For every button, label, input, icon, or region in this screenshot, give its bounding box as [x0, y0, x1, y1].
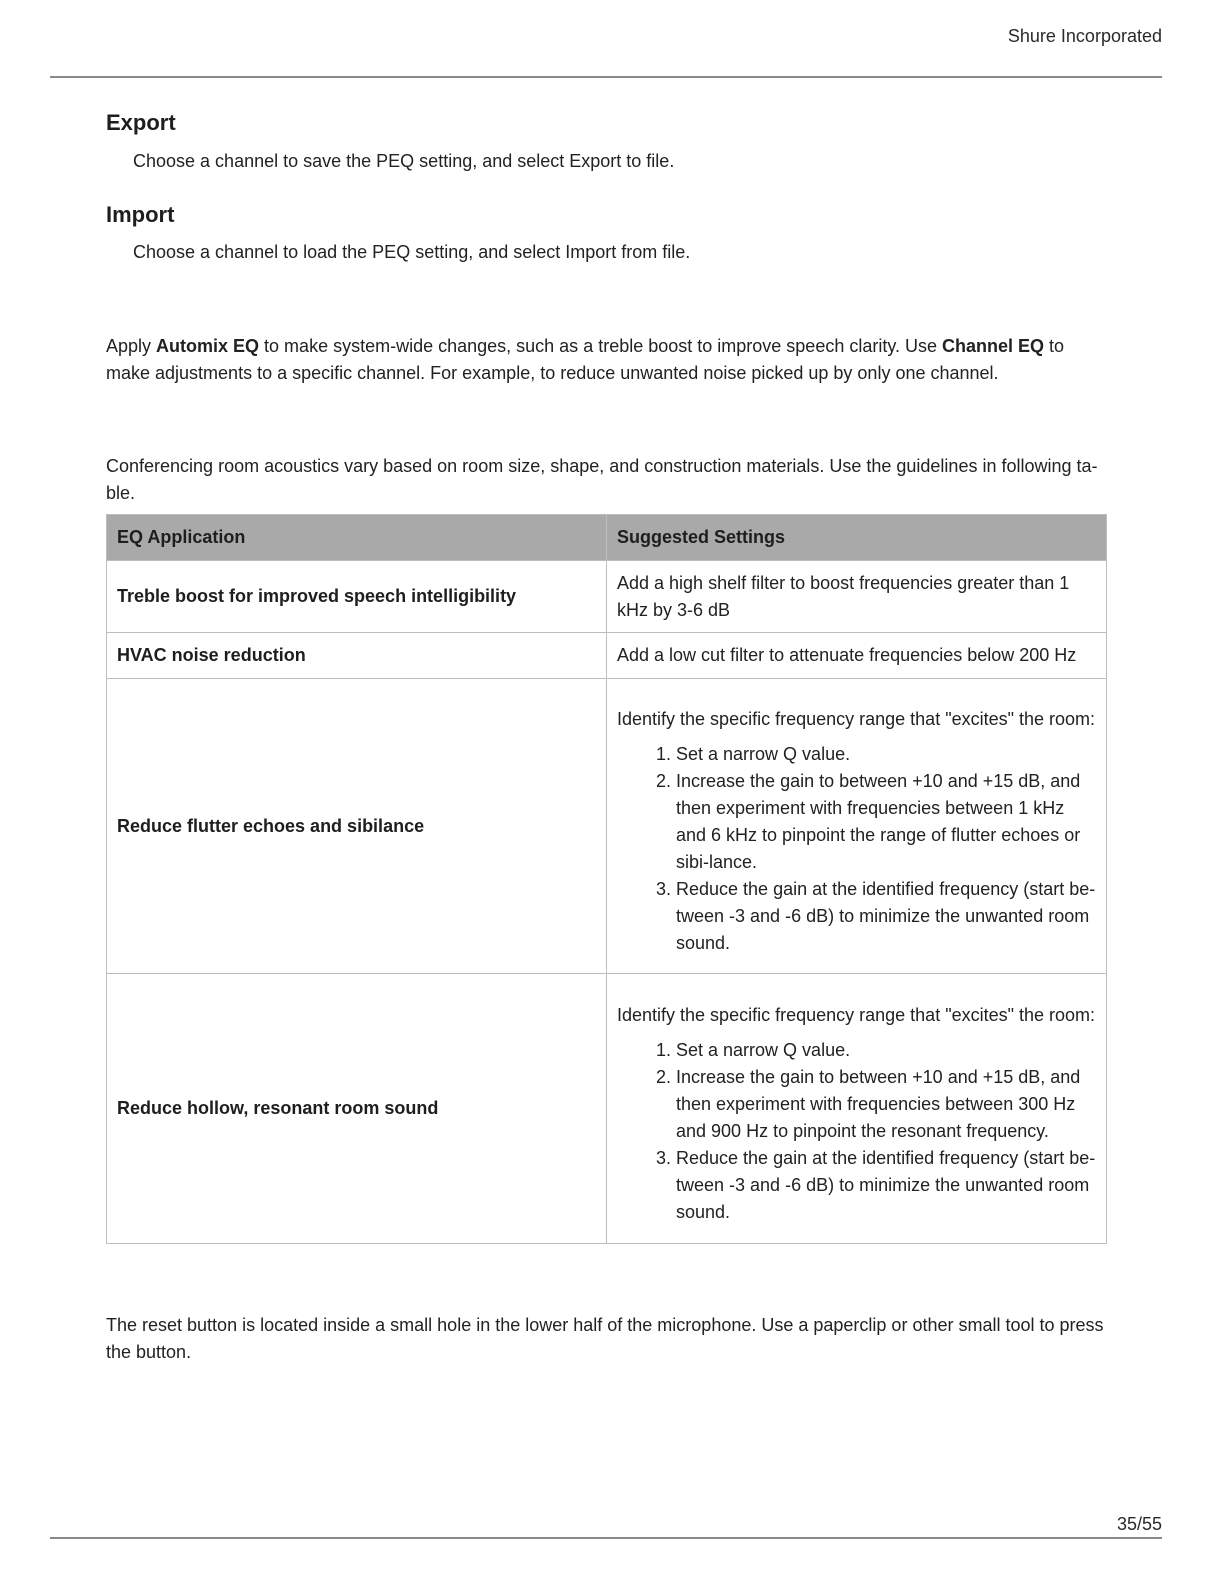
table-row — [107, 633, 1107, 679]
footer-divider — [50, 1537, 1162, 1539]
acoustics-paragraph: Conferencing room acoustics vary based on room size, shape, and construction materials. Use the guidelines in following ta-ble. — [106, 456, 1098, 503]
list-item: 2. Increase the gain to between +10 and +15 dB, and then experiment with frequencies between 300 Hz and 900 Hz to pinpoint the resonant frequency. — [676, 1064, 1096, 1145]
list-item: 1. Set a narrow Q value. — [676, 741, 1096, 768]
eq-application-cell: Reduce flutter echoes and sibilance — [107, 679, 607, 974]
eq-application-cell: Reduce hollow, resonant room sound — [107, 974, 607, 1244]
table-header-row — [107, 515, 1107, 561]
automix-eq-term: Automix EQ — [156, 336, 260, 356]
setting-intro: Identify the specific frequency range that "excites" the room: — [617, 1004, 1096, 1025]
import-text: Choose a channel to load the PEQ setting, and select Import from file. — [133, 242, 691, 262]
list-item: 2. Increase the gain to between +10 and +15 dB, and then experiment with frequencies between 1 kHz and 6 kHz to pinpoint the range of flutter echoes or sibi-lance. — [676, 768, 1096, 876]
header-company-name: Shure Incorporated — [1007, 26, 1162, 46]
table-row — [107, 561, 1107, 633]
reset-paragraph: The reset button is located inside a small hole in the lower half of the microphone. Use a paperclip or other small tool to press the button. — [106, 1315, 1104, 1362]
eq-guidelines-table — [106, 514, 1107, 1244]
suggested-setting-cell: Add a low cut filter to attenuate frequencies below 200 Hz — [607, 633, 1107, 679]
suggested-setting-cell: Add a high shelf filter to boost frequencies greater than 1 kHz by 3-6 dB — [607, 561, 1107, 633]
suggested-setting-cell — [607, 679, 1107, 974]
eq-application-cell: Treble boost for improved speech intelligibility — [107, 561, 607, 633]
eq-text-part: Apply — [106, 336, 157, 356]
export-text: Choose a channel to save the PEQ setting, and select Export to file. — [133, 151, 675, 171]
table-row — [107, 974, 1107, 1244]
table-row — [107, 679, 1107, 974]
channel-eq-term: Channel EQ — [942, 336, 1045, 356]
setting-steps-list — [617, 1037, 1096, 1226]
suggested-setting-cell — [607, 974, 1107, 1244]
eq-text-part: to make adjustments to a specific channel. For example, to reduce unwanted noise picked up by only one channel. — [106, 336, 1065, 383]
export-heading: Export — [106, 110, 176, 135]
eq-application-cell: HVAC noise reduction — [107, 633, 607, 679]
eq-usage-paragraph — [106, 333, 1110, 387]
header-divider — [50, 76, 1162, 78]
eq-text-part: to make system-wide changes, such as a treble boost to improve speech clarity. Use — [259, 336, 943, 356]
list-item: 3. Reduce the gain at the identified frequency (start be-tween -3 and -6 dB) to minimize the unwanted room sound. — [676, 1145, 1096, 1226]
list-item: 1. Set a narrow Q value. — [676, 1037, 1096, 1064]
column-header-eq-application: EQ Application — [107, 515, 607, 561]
page-number: 35/55 — [1116, 1514, 1162, 1534]
setting-steps-list — [617, 741, 1096, 957]
setting-intro: Identify the specific frequency range that "excites" the room: — [617, 708, 1096, 729]
column-header-suggested-settings: Suggested Settings — [607, 515, 1107, 561]
import-heading: Import — [106, 202, 175, 227]
list-item: 3. Reduce the gain at the identified frequency (start be-tween -3 and -6 dB) to minimize the unwanted room sound. — [676, 876, 1096, 957]
